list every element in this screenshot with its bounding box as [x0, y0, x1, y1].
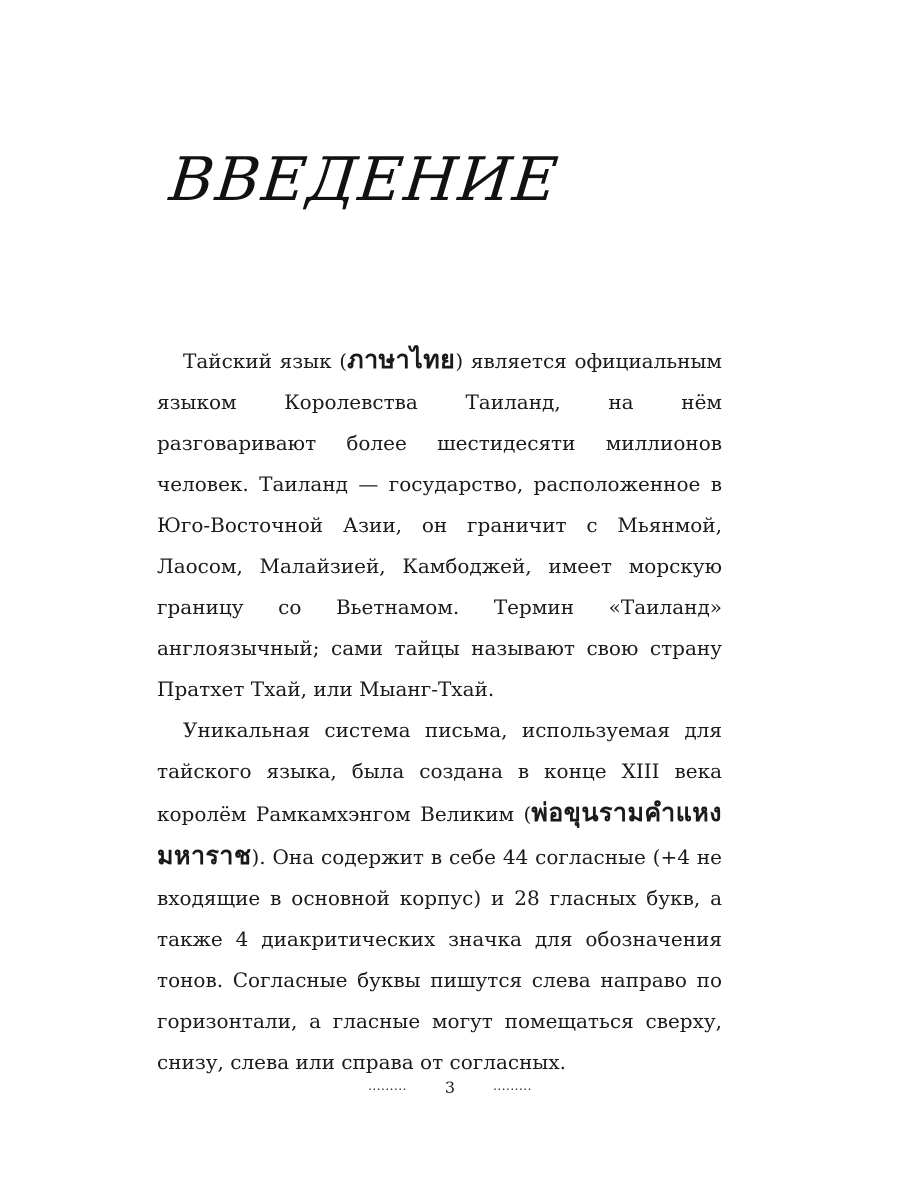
paragraph-1-text-b: ) является официальным языком Королевства Таиланд, на нём разговаривают более шестидесяти миллионов человек. Таиланд — государство, расположенное в Юго-Восточной Азии, он граничит с Мьянмой, Лаосом, Малайзией, Камбоджей, имеет морскую границу со Вьетнамом. Термин «Таиланд» англоязычный; сами тайцы называют свою страну Пратхет Тхай, или Мыанг-Тхай. [157, 349, 722, 701]
thai-king-name: พ่อขุนรามคำแหงมหาราช [157, 798, 722, 870]
body-text [157, 339, 722, 1083]
paragraph-2-text-b: ). Она содержит в себе 44 согласные (+4 не входящие в основной корпус) и 28 гласных букв, а также 4 диакритических значка для обозначения тонов. Согласные буквы пишутся слева направо по горизонтали, а гласные могут помещаться сверху, снизу, слева или справа от согласных. [157, 845, 722, 1074]
thai-language-name: ภาษาไทย [347, 345, 456, 374]
paragraph-2 [157, 710, 722, 1083]
footer-dots-right: ......... [493, 1079, 532, 1093]
paragraph-1-text-a: Тайский язык ( [183, 349, 348, 373]
page-number: 3 [444, 1078, 456, 1097]
page-footer [0, 1078, 900, 1097]
footer-dots-left: ......... [368, 1079, 407, 1093]
chapter-title: ВВЕДЕНИЕ [166, 145, 563, 215]
paragraph-2-text-a: Уникальная система письма, используемая для тайского языка, была создана в конце XIII века королём Рамкамхэнгом Великим ( [157, 718, 722, 826]
paragraph-1 [157, 339, 722, 710]
